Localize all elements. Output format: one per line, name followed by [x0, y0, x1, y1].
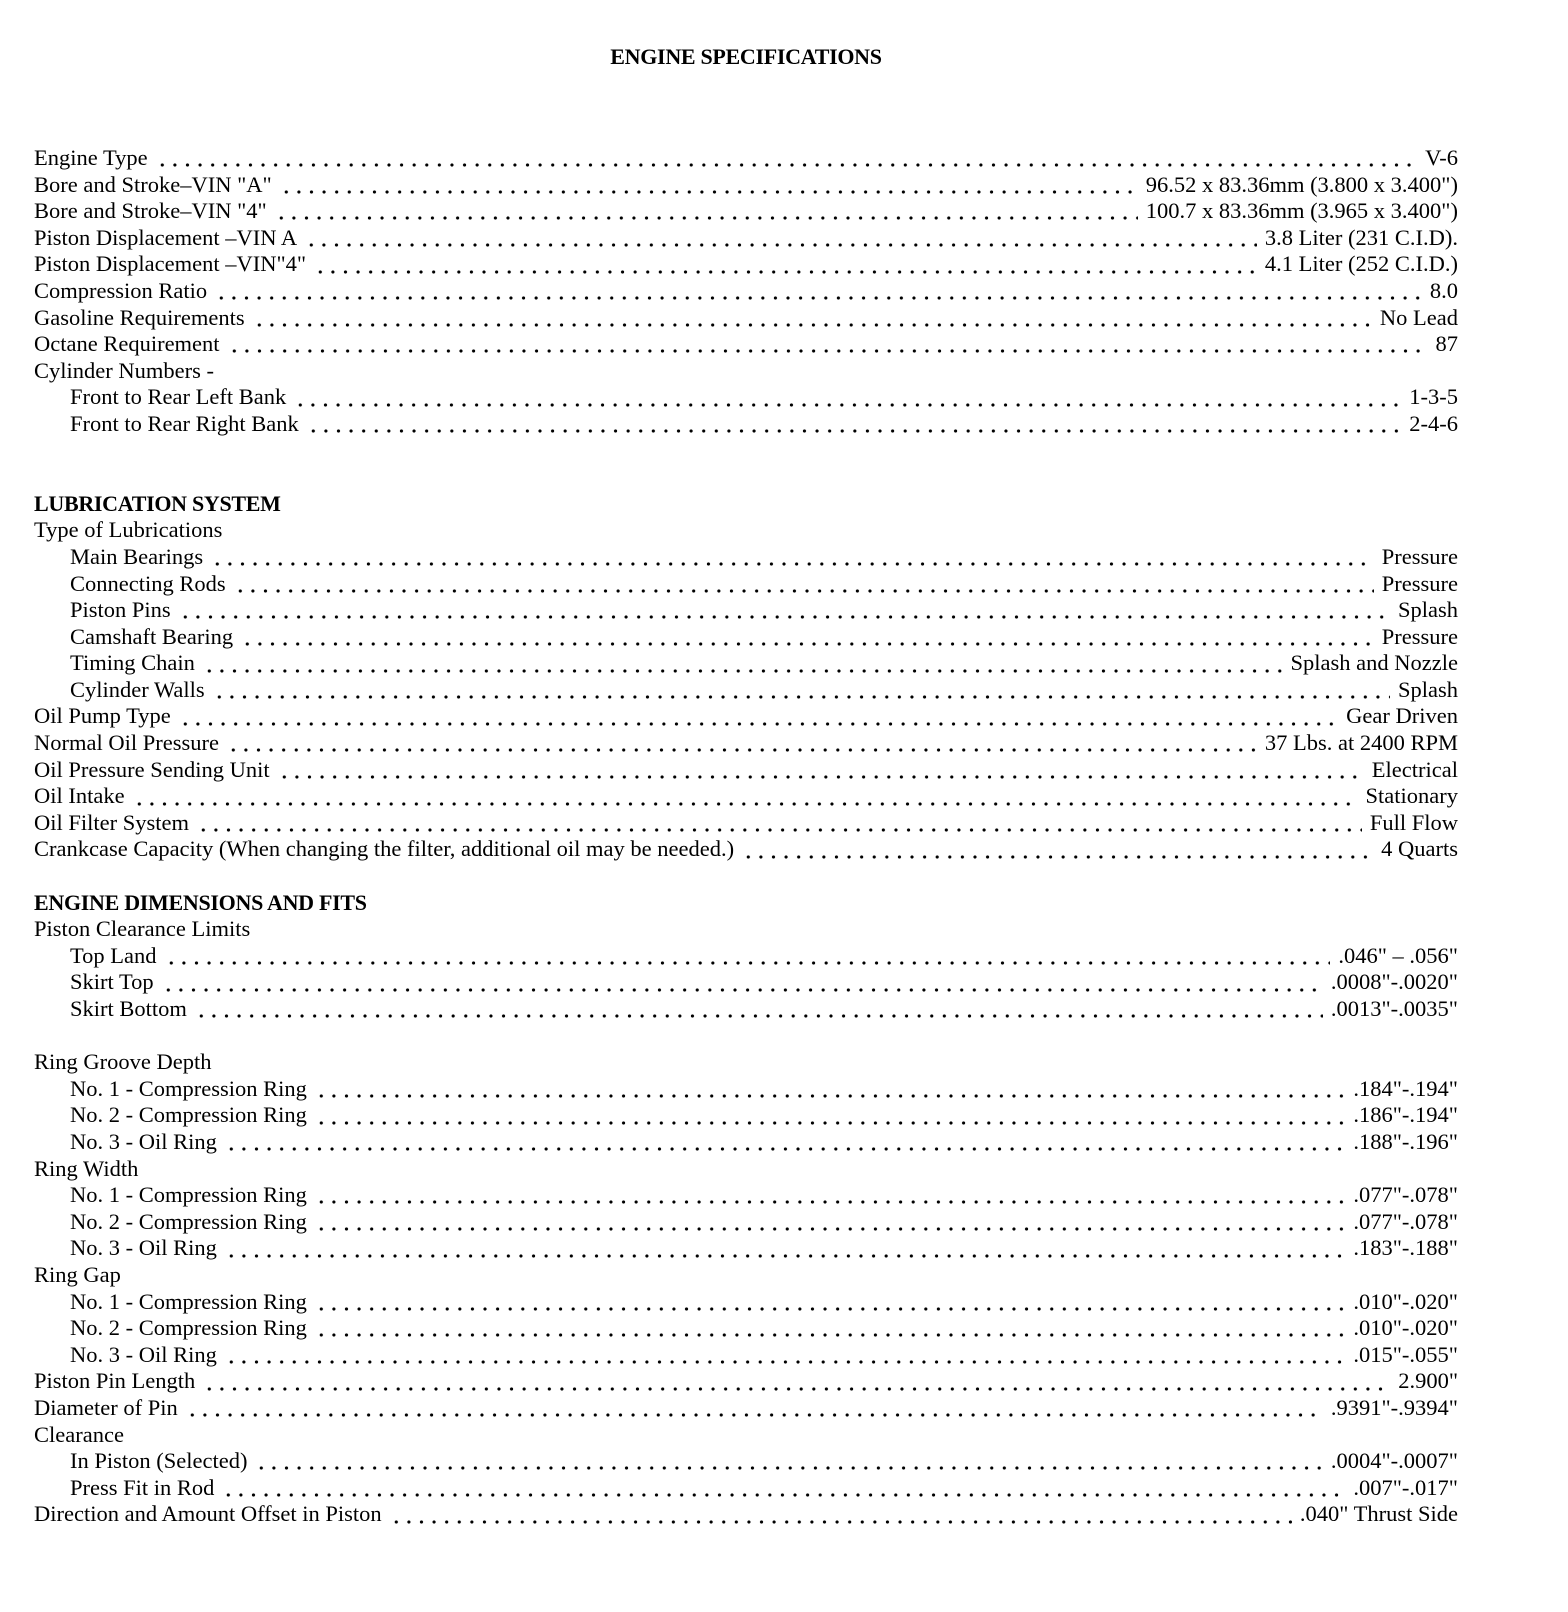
- spec-label: Engine Type: [34, 145, 148, 170]
- group-label: [34, 1156, 1458, 1183]
- group-label: [34, 1422, 1458, 1449]
- spec-label: No. 3 - Oil Ring: [70, 1235, 217, 1261]
- spec-label: Oil Intake: [34, 783, 125, 809]
- spec-value: 96.52 x 83.36mm (3.800 x 3.400"): [1145, 171, 1458, 197]
- spec-label: Bore and Stroke–VIN "4": [34, 198, 267, 224]
- dot-leader: [197, 823, 1362, 833]
- dot-leader: [203, 1382, 1390, 1392]
- spec-value: Pressure: [1381, 570, 1458, 596]
- dot-leader: [156, 158, 1417, 168]
- spec-value: 37 Lbs. at 2400 RPM: [1264, 730, 1458, 756]
- dot-leader: [215, 291, 1422, 301]
- spec-value: Gear Driven: [1346, 703, 1458, 729]
- spec-row: [34, 384, 1458, 411]
- spec-label: Piston Displacement –VIN"4": [34, 251, 307, 277]
- spec-value: .0008"-.0020": [1330, 969, 1458, 995]
- dot-leader: [280, 185, 1138, 195]
- spec-row: [34, 1102, 1458, 1129]
- spec-row: [34, 703, 1458, 730]
- dot-leader: [315, 1195, 1345, 1205]
- spec-label: No. 3 - Oil Ring: [70, 1128, 217, 1154]
- dot-leader: [294, 398, 1401, 408]
- dot-leader: [305, 238, 1257, 248]
- spec-row: [34, 1501, 1458, 1528]
- dot-leader: [228, 344, 1428, 354]
- spec-row: [34, 305, 1458, 332]
- spec-row: [34, 730, 1458, 757]
- spec-row: [34, 650, 1458, 677]
- spec-value: .010"-.020": [1353, 1288, 1458, 1314]
- spec-row: [34, 1209, 1458, 1236]
- spec-label: Piston Displacement –VIN A: [34, 224, 298, 250]
- spec-value: 3.8 Liter (231 C.I.D).: [1264, 224, 1458, 250]
- dot-leader: [315, 1328, 1345, 1338]
- dot-leader: [315, 1116, 1345, 1126]
- spec-value: .007"-.017": [1353, 1474, 1458, 1500]
- dot-leader: [278, 770, 1364, 780]
- spec-label: In Piston (Selected): [70, 1448, 248, 1474]
- group-label: [34, 1262, 1458, 1289]
- spec-value: .0004"-.0007": [1330, 1448, 1458, 1474]
- spec-label: Octane Requirement: [34, 331, 220, 357]
- spec-label: Press Fit in Rod: [70, 1474, 215, 1500]
- spec-row: [34, 836, 1458, 863]
- spec-label: LUBRICATION SYSTEM: [34, 490, 281, 516]
- dot-leader: [742, 850, 1373, 860]
- spec-value: 8.0: [1429, 277, 1458, 303]
- spec-label: No. 2 - Compression Ring: [70, 1208, 307, 1234]
- spec-row: [34, 810, 1458, 837]
- spec-value: No Lead: [1379, 304, 1458, 330]
- dot-leader: [162, 983, 1323, 993]
- spec-value: .186"-.194": [1353, 1102, 1458, 1128]
- spec-label: Gasoline Requirements: [34, 304, 245, 330]
- spec-label: Ring Groove Depth: [34, 1049, 212, 1075]
- spec-value: Splash: [1397, 676, 1458, 702]
- spec-value: 4.1 Liter (252 C.I.D.): [1264, 251, 1458, 277]
- spec-row: [34, 331, 1458, 358]
- spec-label: Cylinder Numbers -: [34, 357, 214, 383]
- spacer: [34, 438, 1458, 465]
- page-title: ENGINE SPECIFICATIONS: [610, 44, 882, 69]
- spec-label: ENGINE DIMENSIONS AND FITS: [34, 889, 367, 915]
- spec-label: Oil Filter System: [34, 809, 190, 835]
- spec-label: Front to Rear Right Bank: [70, 410, 299, 436]
- spec-value: Electrical: [1371, 756, 1458, 782]
- spec-value: Pressure: [1381, 623, 1458, 649]
- spec-value: Full Flow: [1369, 809, 1458, 835]
- spec-row: [34, 198, 1458, 225]
- spec-row: [34, 943, 1458, 970]
- spec-label: Skirt Top: [70, 969, 154, 995]
- group-label: [34, 517, 1458, 544]
- spec-label: Crankcase Capacity (When changing the filter, additional oil may be needed.): [34, 836, 735, 862]
- spec-label: Ring Width: [34, 1155, 139, 1181]
- spec-label: Main Bearings: [70, 543, 204, 569]
- spec-value: .183"-.188": [1353, 1235, 1458, 1261]
- dot-leader: [234, 584, 1374, 594]
- spec-row: [34, 597, 1458, 624]
- dot-leader: [179, 610, 1390, 620]
- dot-leader: [165, 956, 1331, 966]
- dot-leader: [225, 1355, 1345, 1365]
- spec-label: Camshaft Bearing: [70, 623, 234, 649]
- spec-label: No. 1 - Compression Ring: [70, 1182, 307, 1208]
- group-label: [34, 1049, 1458, 1076]
- spec-value: Stationary: [1365, 783, 1458, 809]
- spec-label: No. 1 - Compression Ring: [70, 1288, 307, 1314]
- spec-row: [34, 1235, 1458, 1262]
- spec-label: No. 2 - Compression Ring: [70, 1315, 307, 1341]
- spec-label: Front to Rear Left Bank: [70, 384, 287, 410]
- dot-leader: [133, 797, 1358, 807]
- section-heading: [34, 491, 1458, 518]
- spec-value: .9391"-.9394": [1330, 1394, 1458, 1420]
- spec-label: Oil Pump Type: [34, 703, 171, 729]
- dot-leader: [307, 424, 1402, 434]
- spec-row: [34, 1076, 1458, 1103]
- spacer: [34, 464, 1458, 491]
- spec-row: [34, 1289, 1458, 1316]
- spec-value: .077"-.078": [1353, 1208, 1458, 1234]
- spec-value: .188"-.196": [1353, 1128, 1458, 1154]
- spec-row: [34, 1475, 1458, 1502]
- spec-row: [34, 624, 1458, 651]
- spec-value: Splash: [1397, 597, 1458, 623]
- spec-row: [34, 1448, 1458, 1475]
- spec-row: [34, 1182, 1458, 1209]
- spec-row: [34, 996, 1458, 1023]
- dot-leader: [390, 1515, 1292, 1525]
- dot-leader: [255, 1461, 1322, 1471]
- spec-label: Piston Clearance Limits: [34, 916, 251, 942]
- spec-row: [34, 544, 1458, 571]
- spec-label: Ring Gap: [34, 1261, 121, 1287]
- spec-label: No. 2 - Compression Ring: [70, 1102, 307, 1128]
- spec-row: [34, 411, 1458, 438]
- spec-label: No. 1 - Compression Ring: [70, 1075, 307, 1101]
- dot-leader: [195, 1009, 1323, 1019]
- spec-label: Piston Pin Length: [34, 1368, 196, 1394]
- dot-leader: [179, 717, 1338, 727]
- spacer: [34, 1023, 1458, 1050]
- spec-value: 100.7 x 83.36mm (3.965 x 3.400"): [1145, 198, 1458, 224]
- dot-leader: [315, 1089, 1345, 1099]
- spec-row: [34, 278, 1458, 305]
- spec-value: V-6: [1425, 145, 1458, 170]
- dot-leader: [186, 1408, 1323, 1418]
- spec-row: [34, 1129, 1458, 1156]
- spec-value: 4 Quarts: [1381, 836, 1458, 862]
- dot-leader: [275, 211, 1138, 221]
- spec-value: .046" – .056": [1338, 942, 1458, 968]
- spec-label: Direction and Amount Offset in Piston: [34, 1501, 382, 1527]
- spec-label: Piston Pins: [70, 597, 171, 623]
- dot-leader: [315, 1222, 1345, 1232]
- spec-label: Cylinder Walls: [70, 676, 205, 702]
- spec-label: Oil Pressure Sending Unit: [34, 756, 270, 782]
- dot-leader: [253, 318, 1372, 328]
- spec-label: Compression Ratio: [34, 277, 208, 303]
- spec-value: .010"-.020": [1353, 1315, 1458, 1341]
- spec-row: [34, 1342, 1458, 1369]
- spec-row: [34, 1315, 1458, 1342]
- spec-row: [34, 677, 1458, 704]
- spec-list: [34, 145, 1458, 1528]
- spec-label: Bore and Stroke–VIN "A": [34, 171, 272, 197]
- dot-leader: [241, 637, 1374, 647]
- dot-leader: [225, 1142, 1345, 1152]
- spec-value: 1-3-5: [1409, 384, 1458, 410]
- spec-row: [34, 172, 1458, 199]
- spec-value: Splash and Nozzle: [1290, 650, 1458, 676]
- spec-value: .0013"-.0035": [1330, 996, 1458, 1021]
- section-heading: [34, 890, 1458, 917]
- spec-row: [34, 783, 1458, 810]
- spec-row: [34, 251, 1458, 278]
- dot-leader: [225, 1249, 1345, 1259]
- spacer: [34, 863, 1458, 890]
- group-label: [34, 916, 1458, 943]
- dot-leader: [314, 265, 1257, 275]
- spec-value: .040" Thrust Side: [1299, 1501, 1458, 1527]
- spec-value: 87: [1435, 331, 1458, 357]
- dot-leader: [203, 664, 1283, 674]
- spec-label: Normal Oil Pressure: [34, 730, 219, 756]
- dot-leader: [222, 1488, 1345, 1498]
- spec-label: Diameter of Pin: [34, 1394, 178, 1420]
- spec-label: Top Land: [70, 942, 157, 968]
- spec-label: Connecting Rods: [70, 570, 226, 596]
- spec-row: [34, 1368, 1458, 1395]
- spec-row: [34, 571, 1458, 598]
- spec-value: 2-4-6: [1409, 410, 1458, 436]
- spec-row: [34, 969, 1458, 996]
- spec-row: [34, 225, 1458, 252]
- spec-label: Skirt Bottom: [70, 996, 187, 1021]
- dot-leader: [213, 690, 1390, 700]
- dot-leader: [315, 1302, 1345, 1312]
- spec-label: Type of Lubrications: [34, 517, 223, 543]
- spec-row: [34, 1395, 1458, 1422]
- spec-label: Timing Chain: [70, 650, 195, 676]
- spec-label: Clearance: [34, 1421, 124, 1447]
- spec-label: No. 3 - Oil Ring: [70, 1341, 217, 1367]
- dot-leader: [211, 557, 1374, 567]
- spec-value: .184"-.194": [1353, 1075, 1458, 1101]
- spec-value: .077"-.078": [1353, 1182, 1458, 1208]
- spec-value: .015"-.055": [1353, 1341, 1458, 1367]
- spec-row: [34, 145, 1458, 172]
- spec-row: [34, 757, 1458, 784]
- spec-value: 2.900": [1398, 1368, 1458, 1394]
- dot-leader: [227, 743, 1257, 753]
- group-label: [34, 358, 1458, 385]
- spec-value: Pressure: [1381, 543, 1458, 569]
